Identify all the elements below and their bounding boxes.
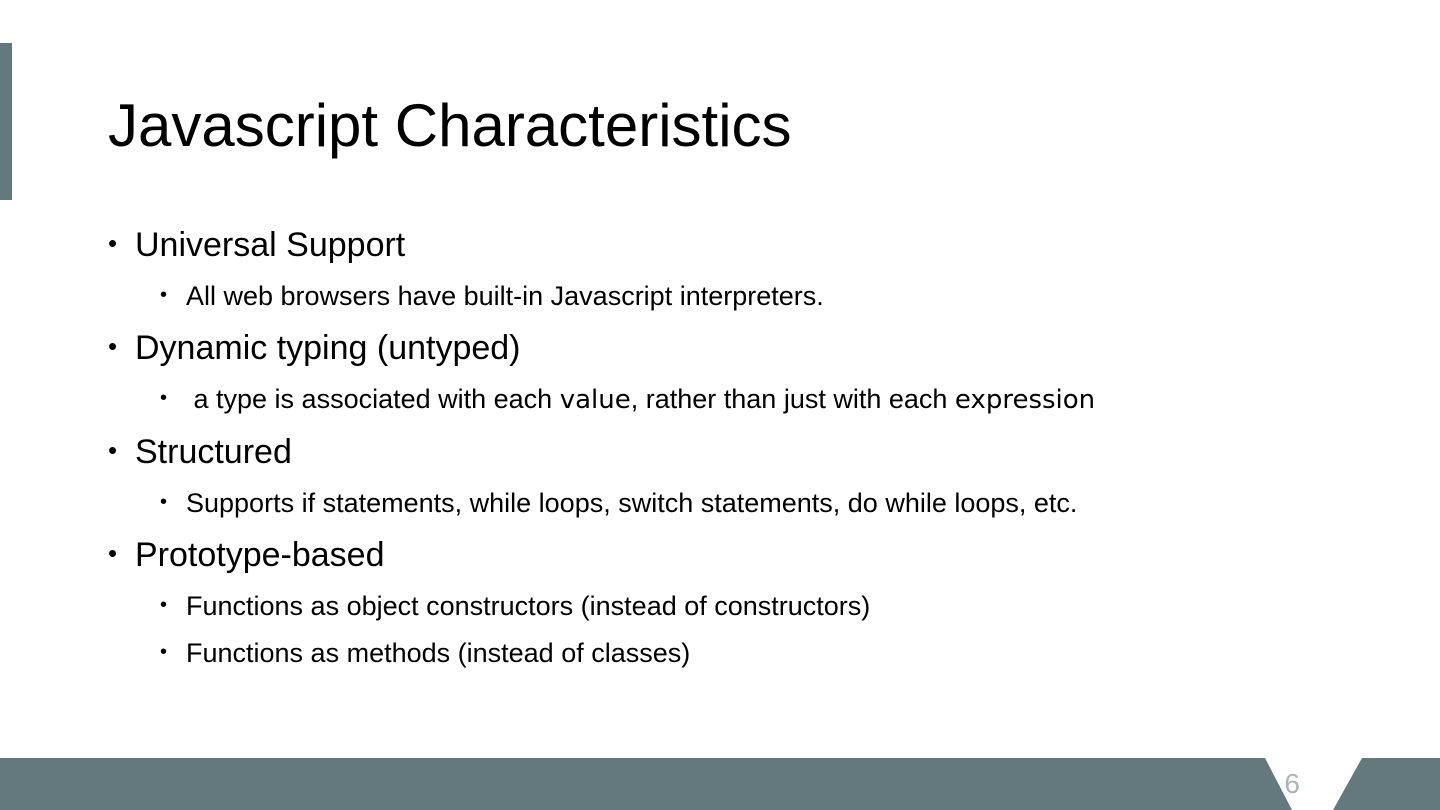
bullet-prototype-based (108, 532, 1408, 578)
footer-band-left (0, 758, 1292, 810)
footer-band-right (1333, 758, 1440, 810)
bullet-dot-icon: • (160, 491, 168, 513)
bullet-dot-icon: • (108, 228, 118, 258)
sub-bullet (108, 633, 1408, 673)
bullet-dot-icon: • (160, 387, 168, 409)
sub-bullet-text-mid: , rather than just with each (630, 384, 955, 414)
sub-bullet-text: Supports if statements, while loops, switch statements, do while loops, etc. (186, 488, 1078, 518)
bullet-text: Universal Support (135, 226, 406, 264)
bullet-text: Dynamic typing (untyped) (135, 329, 521, 367)
bullet-text: Prototype-based (135, 536, 385, 574)
sub-bullet-text: Functions as object constructors (instead of constructors) (186, 591, 871, 621)
bullet-dot-icon: • (160, 594, 168, 616)
bullet-dot-icon: • (108, 538, 118, 568)
footer-band (0, 758, 1440, 810)
bullet-dot-icon: • (160, 284, 168, 306)
bullet-dot-icon: • (108, 435, 118, 465)
sub-bullet-text-pre: a type is associated with each (186, 384, 560, 414)
sub-bullet-text: All web browsers have built-in Javascript interpreters. (186, 281, 824, 311)
bullet-universal-support (108, 222, 1408, 268)
bullet-list (108, 222, 1408, 682)
slide-title: Javascript Characteristics (108, 92, 792, 159)
title-accent-bar (0, 43, 12, 200)
emphasis-expression: expression (954, 385, 1096, 415)
bullet-structured (108, 429, 1408, 475)
emphasis-value: value (559, 385, 631, 415)
bullet-dynamic-typing (108, 325, 1408, 371)
bullet-text: Structured (135, 433, 292, 471)
sub-bullet (108, 586, 1408, 626)
sub-bullet (108, 276, 1408, 316)
bullet-dot-icon: • (160, 641, 168, 663)
sub-bullet (108, 483, 1408, 523)
bullet-dot-icon: • (108, 331, 118, 361)
slide-number: 6 (1284, 768, 1300, 799)
sub-bullet-text: Functions as methods (instead of classes) (186, 638, 691, 668)
sub-bullet (108, 379, 1408, 420)
